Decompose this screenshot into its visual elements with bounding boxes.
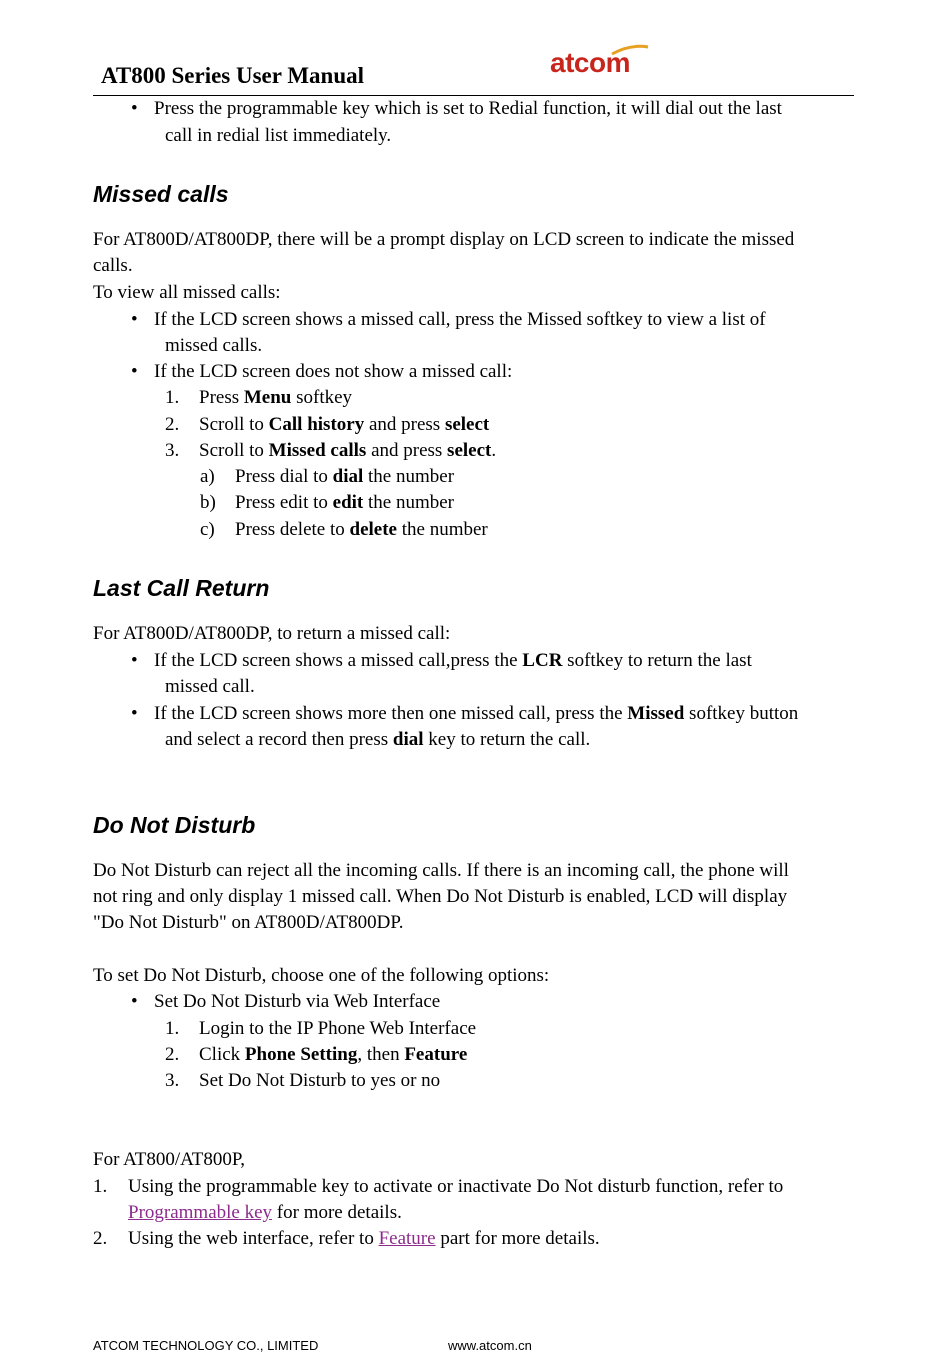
bullet-icon: • [131,991,138,1012]
step-1: 1. Press Menu softkey [165,387,353,408]
lcr-bullet2-line2: and select a record then press dial key to return the call. [165,729,591,750]
missed-bullet2: If the LCD screen does not show a missed call: [154,361,513,382]
atcom-logo [550,44,660,84]
bullet-icon: • [131,650,138,671]
dnd-option-2: 2. Using the web interface, refer to Feature part for more details. [93,1228,600,1249]
dnd-option-1-line1: 1. Using the programmable key to activate or inactivate Do Not disturb function, refer to [93,1176,784,1197]
missed-p1-line2: calls. [93,255,133,276]
substep-a: a) Press dial to dial the number [200,466,455,487]
bullet-icon: • [131,703,138,724]
heading-missed-calls: Missed calls [93,181,229,207]
footer-company: ATCOM TECHNOLOGY CO., LIMITED [93,1338,319,1353]
dnd-step-1: 1. Login to the IP Phone Web Interface [165,1018,477,1039]
lcr-bullet1-line2: missed call. [165,676,255,697]
bullet-icon: • [131,361,138,382]
link-feature[interactable]: Feature [378,1228,436,1249]
footer-url: www.atcom.cn [448,1338,532,1353]
dnd-p1-line1: Do Not Disturb can reject all the incoming calls. If there is an incoming call, the phone will [93,860,789,881]
logo-swoosh-icon [610,44,650,56]
heading-do-not-disturb: Do Not Disturb [93,812,256,838]
missed-bullet1-line1: If the LCD screen shows a missed call, press the Missed softkey to view a list of [154,309,766,330]
intro-bullet-line2: call in redial list immediately. [165,125,392,146]
step-number: 3. [165,440,180,461]
bullet-icon: • [131,98,138,119]
missed-p1-line1: For AT800D/AT800DP, there will be a prompt display on LCD screen to indicate the missed [93,229,795,250]
dnd-step-3: 3. Set Do Not Disturb to yes or no [165,1070,441,1091]
substep-b: b) Press edit to edit the number [200,492,455,513]
lcr-bullet1-line1: If the LCD screen shows a missed call,press the LCR softkey to return the last [154,650,752,671]
step-3: 3. Scroll to Missed calls and press select. [165,440,497,461]
missed-bullet1-line2: missed calls. [165,335,263,356]
dnd-p1-line3: "Do Not Disturb" on AT800D/AT800DP. [93,912,404,933]
lcr-p1: For AT800D/AT800DP, to return a missed call: [93,623,451,644]
logo-text: atcom [550,47,630,78]
header-title: AT800 Series User Manual [101,63,364,88]
missed-p2: To view all missed calls: [93,282,281,303]
lcr-bullet2-line1: If the LCD screen shows more then one missed call, press the Missed softkey button [154,703,799,724]
dnd-option-1-line2: Programmable key for more details. [128,1202,402,1223]
bullet-icon: • [131,309,138,330]
dnd-step-2: 2. Click Phone Setting, then Feature [165,1044,468,1065]
dnd-p2: To set Do Not Disturb, choose one of the following options: [93,965,550,986]
substep-c: c) Press delete to delete the number [200,519,488,540]
dnd-p3: For AT800/AT800P, [93,1149,246,1170]
link-programmable-key[interactable]: Programmable key [128,1202,273,1223]
step-number: 1. [165,387,180,408]
dnd-p1-line2: not ring and only display 1 missed call. When Do Not Disturb is enabled, LCD will display [93,886,788,907]
step-number: 2. [165,414,180,435]
step-2: 2. Scroll to Call history and press select [165,414,490,435]
heading-last-call-return: Last Call Return [93,575,270,601]
dnd-bullet1: Set Do Not Disturb via Web Interface [154,991,441,1012]
intro-bullet-line1: Press the programmable key which is set to Redial function, it will dial out the last [154,98,782,119]
